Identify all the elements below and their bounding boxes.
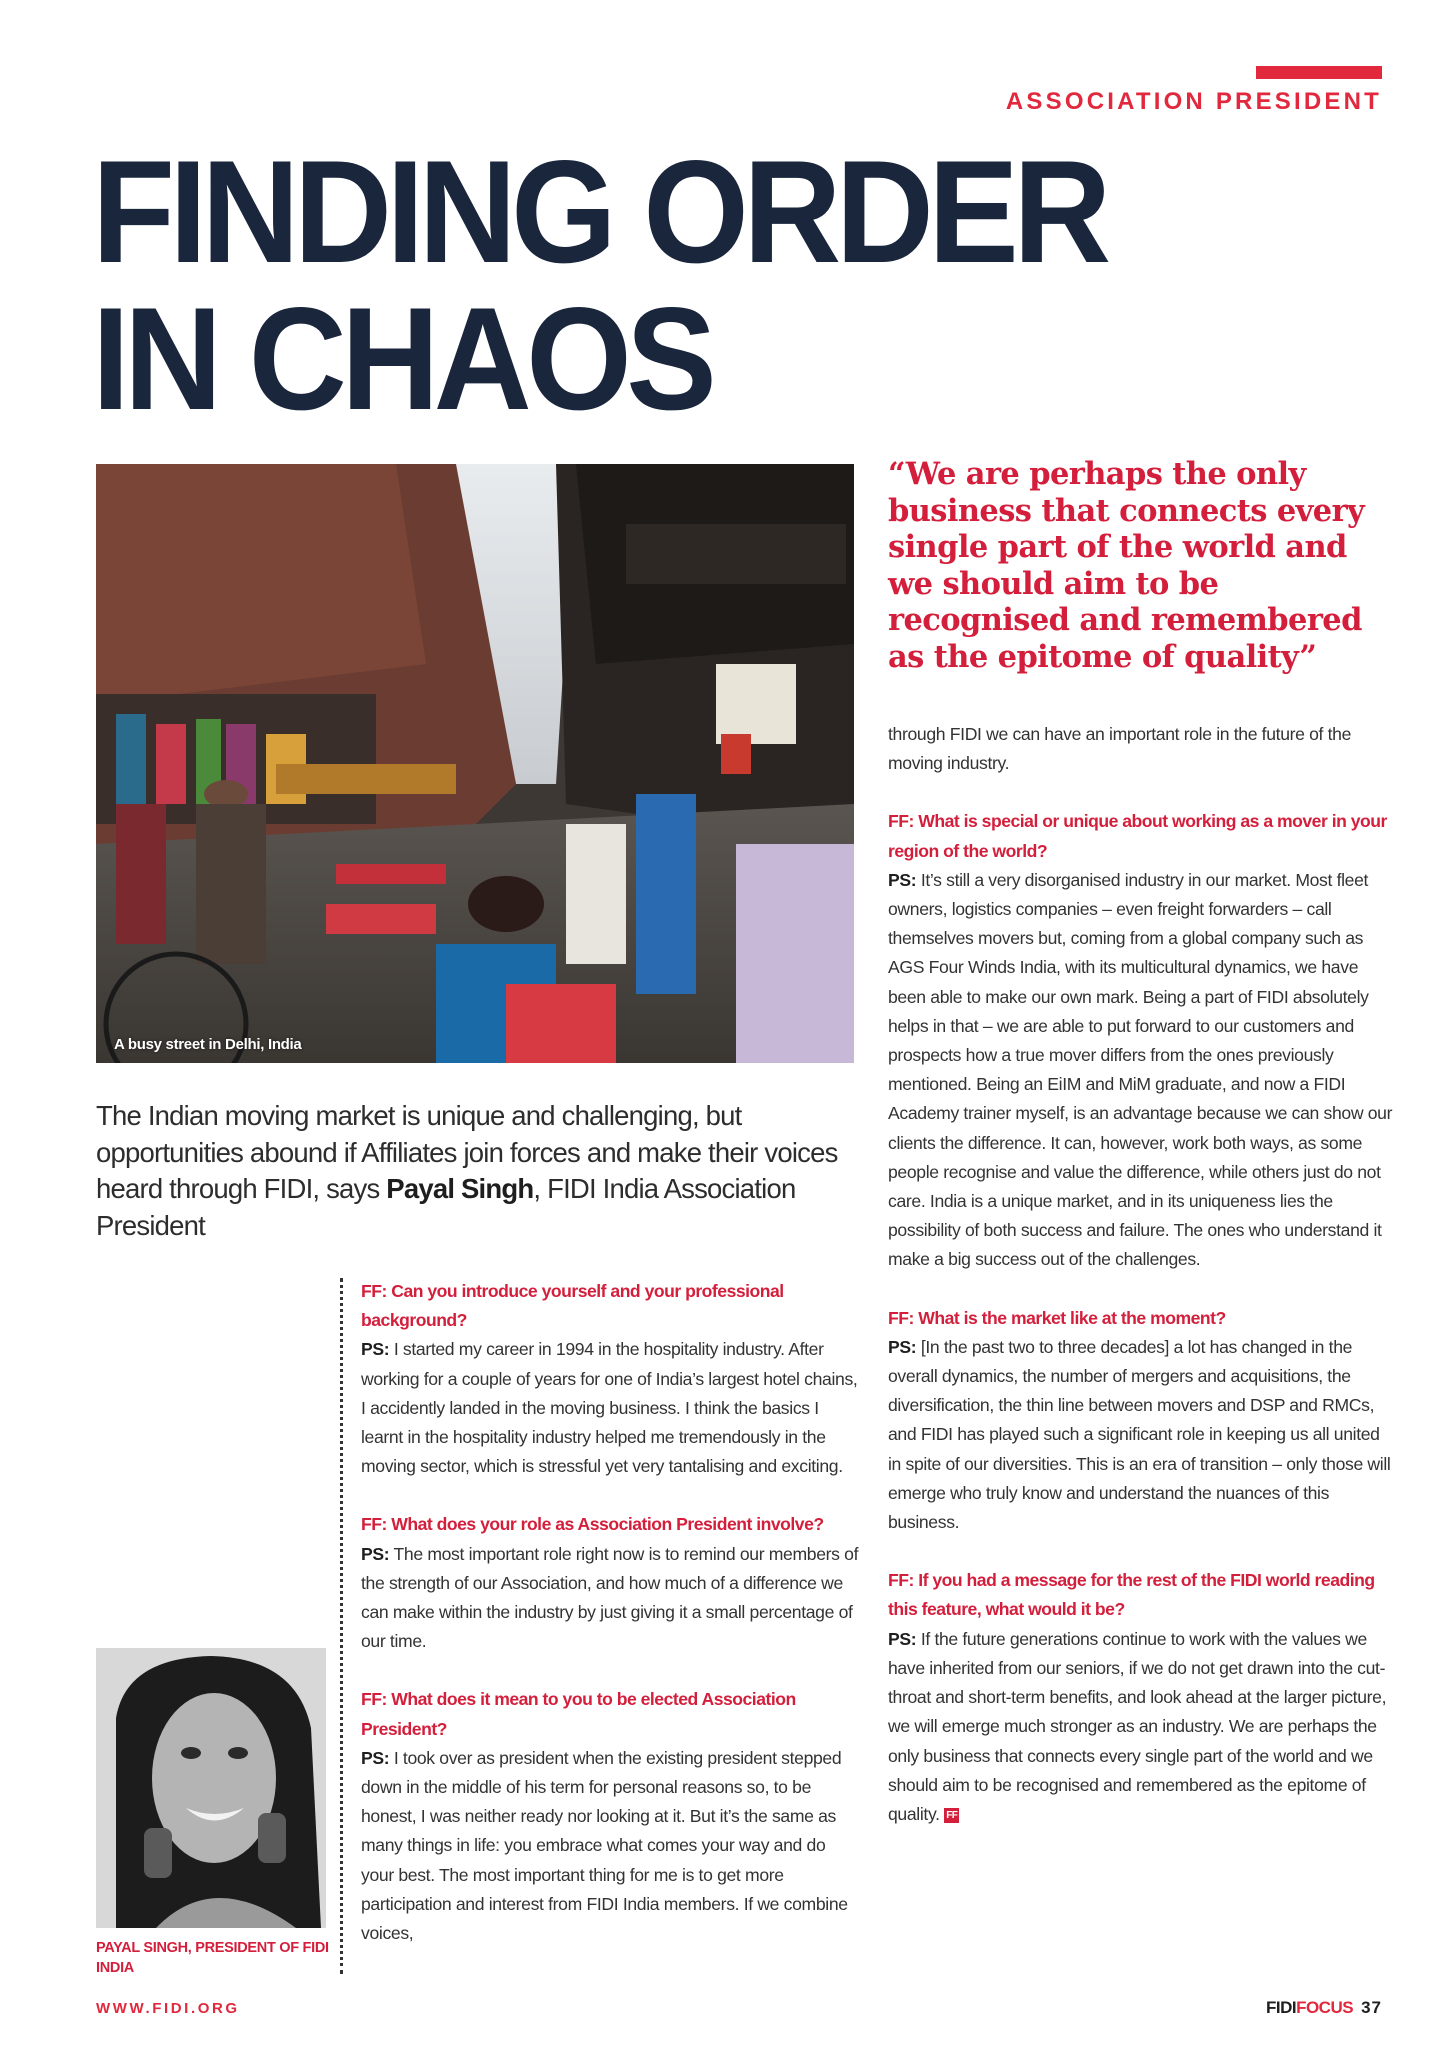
column-divider	[340, 1278, 343, 1974]
website-link[interactable]: WWW.FIDI.ORG	[96, 2000, 240, 2017]
ps-label: PS:	[361, 1747, 390, 1768]
interview-answer	[888, 866, 1394, 1275]
interview-column-right	[888, 720, 1394, 1829]
answer-text: It’s still a very disorganised industry in our market. Most fleet owners, logistics companies – even freight forwarders – call themselves movers but, coming from a global company such as AGS Four Winds India, with its multicultural dynamics, we have been able to make our own mark. Being a part of FIDI absolutely helps in that – we are able to put forward to our customers and prospects how a true mover differs from the ones previously mentioned. Being an EiIM and MiM graduate, and now a FIDI Academy trainer myself, is an advantage because we can show our clients the difference. It can, however, work both ways, as some people recognise and value the difference, while others just do not care. India is a unique market, and in its uniqueness lies the possibility of both success and failure. The ones who understand it make a big success out of the challenges.	[888, 869, 1393, 1270]
interviewee-name: Payal Singh	[386, 1173, 534, 1205]
section-accent-bar	[1256, 66, 1382, 79]
ps-label: PS:	[888, 1628, 917, 1649]
interview-question: FF: What is the market like at the moment?	[888, 1307, 1226, 1328]
answer-text: I started my career in 1994 in the hospitality industry. After working for a couple of years for one of India’s largest hotel chains, I accidently landed in the moving business. I think the basics I learnt in the hospitality industry helped me tremendously in the moving sector, which is stressful yet very tantalising and exciting.	[361, 1339, 858, 1477]
interview-question: FF: What does your role as Association President involve?	[361, 1514, 824, 1535]
interview-answer	[888, 1333, 1394, 1537]
title-line-2: IN CHAOS	[92, 277, 712, 440]
photo-caption: A busy street in Delhi, India	[114, 1036, 302, 1053]
standfirst-text-end: , FIDI India Association President	[96, 1173, 796, 1241]
interview-question: FF: What is special or unique about working as a mover in your region of the world?	[888, 811, 1387, 861]
ps-label: PS:	[888, 1336, 917, 1357]
pull-quote: “We are perhaps the only business that connects every single part of the world and we should aim to be recognised and remembered as the epitome of quality”	[888, 456, 1365, 675]
answer-text: If the future generations continue to work with the values we have inherited from our seniors, if we do not get drawn into the cut-throat and short-term benefits, and look ahead at the larger picture, we will emerge much stronger as an industry. We are perhaps the only business that connects every single part of the world and we should aim to be recognised and remembered as the epitome of quality.	[888, 1628, 1387, 1824]
portrait-caption: PAYAL SINGH, PRESIDENT OF FIDI INDIA	[96, 1940, 329, 1976]
section-label: ASSOCIATION PRESIDENT	[1005, 88, 1382, 115]
standfirst-text: The Indian moving market is unique and challenging, but opportunities abound if Affiliates join forces and make their voices heard through FIDI, says	[96, 1100, 838, 1205]
brand-focus: FOCUS	[1296, 1998, 1354, 2017]
answer-text: The most important role right now is to remind our members of the strength of our Association, and how much of a difference we can make within the industry by just giving it a small percentage of our time.	[361, 1543, 859, 1652]
portrait-photo	[96, 1648, 326, 1928]
interview-question: FF: What does it mean to you to be elected Association President?	[361, 1689, 796, 1739]
answer-text: I took over as president when the existing president stepped down in the middle of his term for personal reasons so, to be honest, I was neither ready nor looking at it. But it’s the same as many things in life: you embrace what comes your way and do your best. The most important thing for me is to get more participation and interest from FIDI India members. If we combine voices,	[361, 1747, 848, 1944]
ps-label: PS:	[361, 1339, 390, 1360]
end-mark-icon: FF	[946, 1809, 958, 1821]
page-title	[92, 130, 1115, 440]
portrait-photo-icon	[96, 1648, 326, 1928]
ps-label: PS:	[361, 1543, 390, 1564]
street-photo	[96, 464, 854, 1063]
interview-question: FF: If you had a message for the rest of the FIDI world reading this feature, what would it be?	[888, 1570, 1375, 1620]
interview-question: FF: Can you introduce yourself and your professional background?	[361, 1281, 784, 1331]
interview-answer	[361, 1744, 861, 1948]
ps-label: PS:	[888, 869, 917, 890]
answer-continuation: through FIDI we can have an important role in the future of the moving industry.	[888, 724, 1352, 774]
page-number: 37	[1361, 1998, 1382, 2017]
interview-answer	[361, 1540, 861, 1657]
title-line-1: FINDING ORDER	[92, 130, 1106, 293]
brand-fidi: FIDI	[1265, 1998, 1297, 2017]
interview-column-middle	[361, 1277, 861, 1948]
interview-answer	[361, 1335, 861, 1481]
standfirst	[96, 1098, 856, 1244]
answer-text: [In the past two to three decades] a lot has changed in the overall dynamics, the number of mergers and acquisitions, the diversification, the thin line between movers and DSP and RMCs, and FIDI has played such a significant role in keeping us all united in spite of our diversities. This is an era of transition – only those will emerge who truly know and understand the nuances of this business.	[888, 1336, 1391, 1533]
street-photo-icon	[96, 464, 854, 1063]
interview-answer	[888, 1625, 1394, 1829]
magazine-brand	[1266, 1998, 1382, 2018]
